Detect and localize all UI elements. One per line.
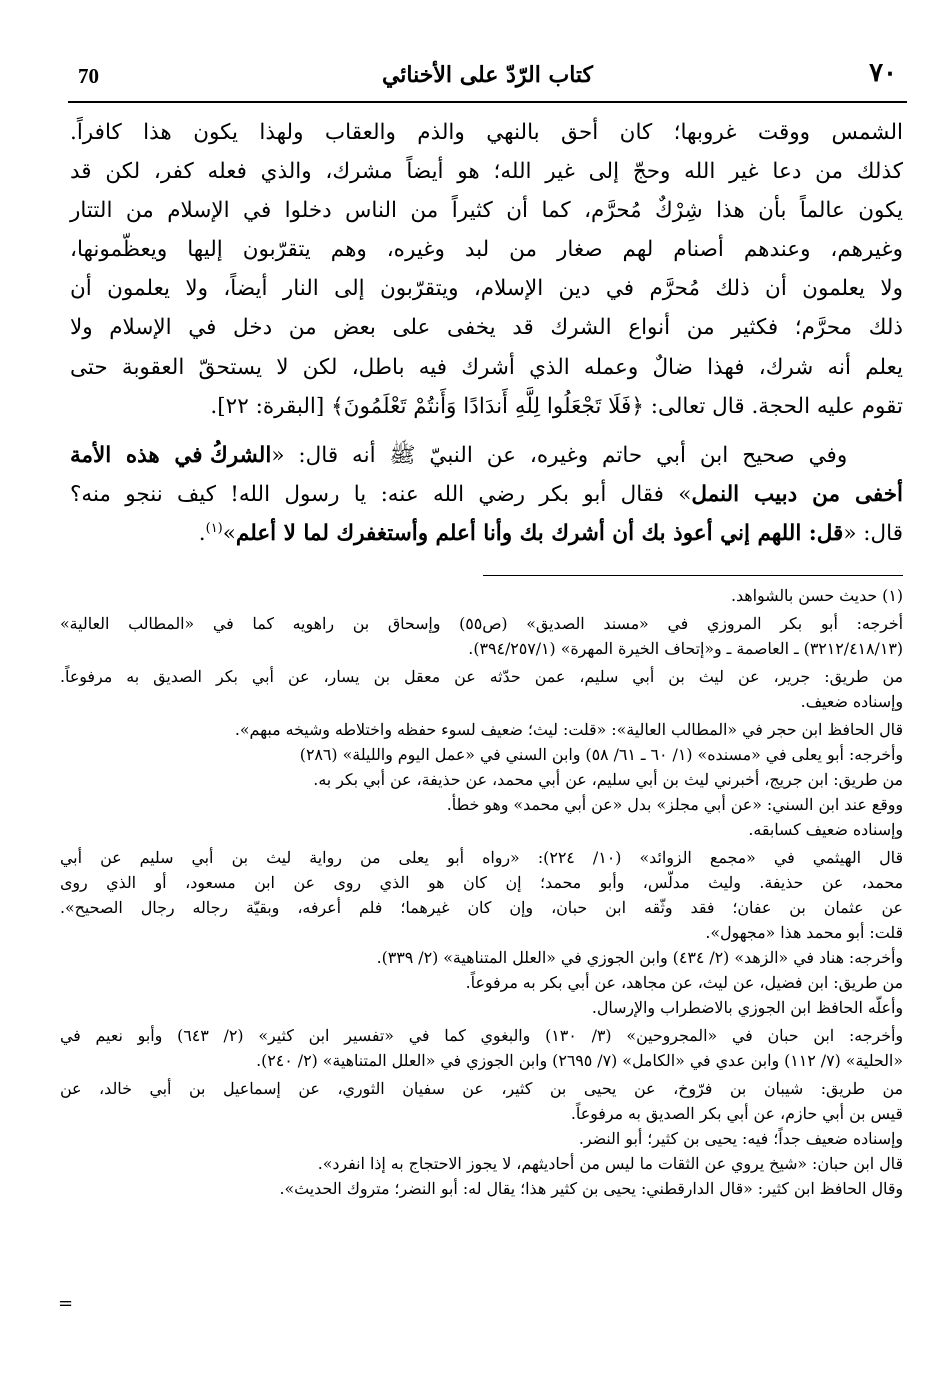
footnote-line: وأخرجه: أبو يعلى في «مسنده» (١/ ٦٠ ـ ٦١/ ٥٨) وابن السني في «عمل اليوم والليلة» (٢٨٦)	[299, 745, 903, 764]
hadith-text-plain: قال: «	[843, 520, 903, 546]
hadith-line: قال: «قل: اللهم إني أعوذ بك أن أشرك بك وأنا أعلم وأستغفرك لما لا أعلم»$^{(١)}$.	[198, 520, 903, 546]
continuation-mark: =	[58, 1293, 74, 1314]
footnote-line: محمد، عن حذيفة. وليث مدلّس، وأبو محمد؛ إن كان هو الذي روى عن ابن مسعود، أو الذي روى	[60, 873, 903, 892]
footnote-line: قال ابن حبان: «شيخ يروي عن الثقات ما ليس من أحاديثهم، لا يجوز الاحتجاج به إذا انفرد».	[317, 1154, 903, 1173]
footnote-line: قال الهيثمي في «مجمع الزوائد» (١٠/ ٢٢٤): «رواه أبو يعلى من رواية ليث بن أبي سليم عن أبي	[60, 848, 904, 867]
footnote-line: وإسناده ضعيف جداً؛ فيه: يحيى بن كثير؛ أبو النضر.	[578, 1129, 903, 1148]
body-line: يعلم أنه شرك، فهذا ضالٌ وعمله الذي أشرك فيه باطل، لكن لا يستحقّ العقوبة حتى	[70, 354, 903, 380]
hadith-text-bold: الشركُ في هذه الأمة	[70, 442, 272, 468]
footnote-line: وإسناده ضعيف.	[800, 692, 903, 711]
footnote-line: من طريق: شيبان بن فرّوخ، عن يحيى بن كثير، عن سفيان الثوري، عن إسماعيل بن أبي خالد، عن	[60, 1079, 903, 1098]
paragraph-gap	[70, 426, 903, 436]
footnote-line: (١) حديث حسن بالشواهد.	[730, 586, 903, 605]
footnote-line: «الحلية» (٧/ ١١٢) وابن عدي في «الكامل» (٧/ ٢٦٩٥) وابن الجوزي في «العلل المتناهية» (٢/ ٢٤٠).	[256, 1051, 903, 1070]
footnote-line: وقال الحافظ ابن كثير: «قال الدارقطني: يحيى بن كثير هذا؛ يقال له: أبو النضر؛ متروك الحديث».	[279, 1179, 903, 1198]
footnote-line: من طريق: ابن جريج، أخبرني ليث بن أبي سليم، عن أبي محمد، عن حذيفة، عن أبي بكر به.	[313, 770, 903, 789]
footnote-marker: (١)	[205, 520, 223, 536]
body-line: كذلك من دعا غير الله وحجّ إلى غير الله؛ هو أيضاً مشرك، والذي فعله كفر، لكن قد	[70, 159, 903, 185]
main-text	[70, 113, 903, 553]
footnote-line: قيس بن أبي حازم، عن أبي بكر الصديق به مرفوعاً.	[570, 1104, 903, 1123]
footnote-line: وإسناده ضعيف كسابقه.	[748, 820, 903, 839]
hadith-line	[70, 475, 903, 514]
footnote-line: وأعلّه الحافظ ابن الجوزي بالاضطراب والإرسال.	[591, 998, 903, 1017]
page-number-latin: 70	[78, 64, 99, 88]
body-line: وغيرهم، وعندهم أصنام لهم صغار من لبد وغيره، وهم يتقرّبون إليها ويعظّمونها،	[70, 237, 903, 263]
footnote-line: (٣٢١٢/٤١٨/١٣) ـ العاصمة ـ و«إتحاف الخيرة المهرة» (٣٩٤/٢٥٧/١).	[468, 639, 903, 658]
footnote-line: أخرجه: أبو بكر المروزي في «مسند الصديق» (ص٥٥) وإسحاق بن راهويه كما في «المطالب العالية»	[60, 614, 903, 633]
page-header	[68, 58, 907, 98]
hadith-text-bold: قل: اللهم إني أعوذ بك أن أشرك بك وأنا أعلم وأستغفرك لما لا أعلم	[235, 520, 844, 546]
footnote-line: وأخرجه: ابن حبان في «المجروحين» (٣/ ١٣٠) والبغوي كما في «تفسير ابن كثير» (٢/ ٦٤٣) وأبو نعيم في	[60, 1026, 904, 1045]
footnote-line: من طريق: ابن فضيل، عن ليث، عن مجاهد، عن أبي بكر به مرفوعاً.	[465, 973, 903, 992]
body-line: يكون عالماً بأن هذا شِرْكٌ مُحرَّم، كما أن كثيراً من الناس دخلوا في الإسلام من التتار	[70, 198, 903, 224]
footnote-line: قال الحافظ ابن حجر في «المطالب العالية»: «قلت: ليث؛ ضعيف لسوء حفظه واختلاطه وشيخه مبهم».	[234, 720, 903, 739]
body-line: ولا يعلمون أن ذلك مُحرَّم في دين الإسلام، ويتقرّبون إلى النار أيضاً، ولا يعلمون أن	[70, 276, 903, 302]
page-number-arabic: ٧٠	[869, 58, 897, 88]
running-title: كتاب الرّدّ على الأخنائي	[381, 62, 594, 88]
body-line: تقوم عليه الحجة. قال تعالى: ﴿فَلَا تَجْعَلُوا لِلَّهِ أَندَادًا وَأَنتُمْ تَعْلَمُونَ﴾ [البقرة: ٢٢].	[210, 393, 903, 419]
hadith-text-plain: وفي صحيح ابن أبي حاتم وغيره، عن النبيّ ﷺ أنه قال: «	[271, 442, 848, 468]
footnote-line: عن عثمان بن عفان؛ فقد وثّقه ابن حبان، وإن كان غيرهما؛ فلم أعرفه، وبقيّة رجاله رجال الصحيح».	[60, 898, 903, 917]
footnote-separator	[483, 575, 903, 576]
footnotes	[60, 583, 903, 1201]
header-rule	[68, 101, 907, 103]
body-line: ذلك محرَّم؛ فكثير من أنواع الشرك قد يخفى على بعض من دخل في الإسلام ولا	[70, 315, 903, 341]
footnote-line: قلت: أبو محمد هذا «مجهول».	[705, 923, 903, 942]
body-line: الشمس ووقت غروبها؛ كان أحق بالنهي والذم والعقاب ولهذا يكون هذا كافراً.	[70, 120, 903, 145]
footnote-line: من طريق: جرير، عن ليث بن أبي سليم، عمن حدّثه عن معقل بن يسار، عن أبي بكر الصديق به مرفوعاً.	[60, 667, 903, 686]
hadith-text-plain: »	[222, 520, 236, 546]
footnote-line: ووقع عند ابن السني: «عن أبي مجلز» بدل «عن أبي محمد» وهو خطأ.	[446, 795, 903, 814]
footnote-line: وأخرجه: هناد في «الزهد» (٢/ ٤٣٤) وابن الجوزي في «العلل المتناهية» (٢/ ٣٣٩).	[376, 948, 903, 967]
hadith-line	[70, 436, 903, 475]
hadith-text-bold: أخفى من دبيب النمل	[691, 481, 904, 507]
hadith-text-plain: » فقال أبو بكر رضي الله عنه: يا رسول الله! كيف ننجو منه؟	[70, 481, 692, 507]
